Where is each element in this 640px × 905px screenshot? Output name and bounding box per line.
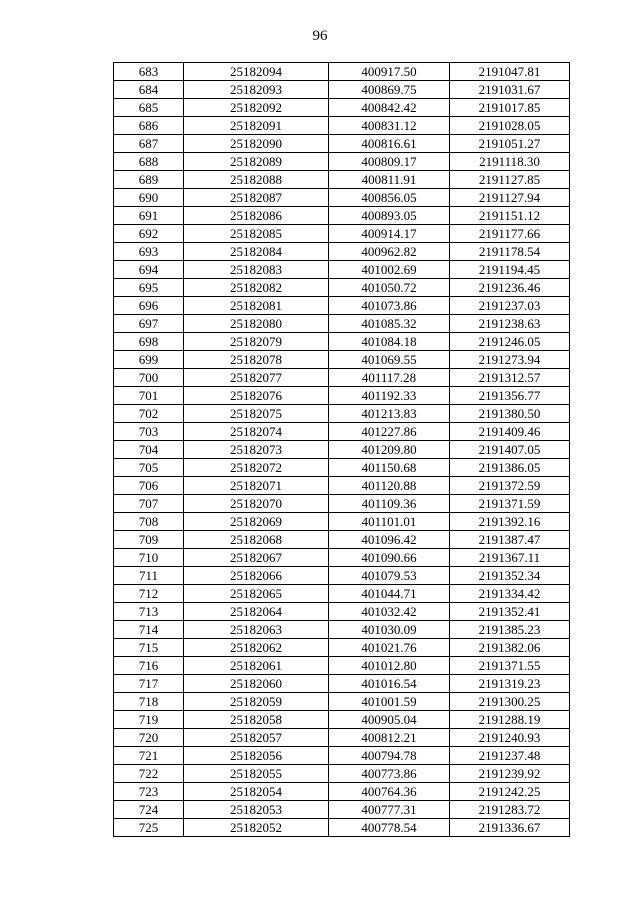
point-id-cell: 25182058 — [184, 711, 329, 729]
row-index-cell: 694 — [114, 261, 184, 279]
row-index-cell: 686 — [114, 117, 184, 135]
point-id-cell: 25182059 — [184, 693, 329, 711]
row-index-cell: 695 — [114, 279, 184, 297]
y-coordinate-cell: 2191031.67 — [450, 81, 570, 99]
row-index-cell: 684 — [114, 81, 184, 99]
point-id-cell: 25182054 — [184, 783, 329, 801]
x-coordinate-cell: 401084.18 — [329, 333, 450, 351]
row-index-cell: 718 — [114, 693, 184, 711]
point-id-cell: 25182067 — [184, 549, 329, 567]
x-coordinate-cell: 401227.86 — [329, 423, 450, 441]
point-id-cell: 25182093 — [184, 81, 329, 99]
table-row — [114, 765, 570, 783]
row-index-cell: 687 — [114, 135, 184, 153]
x-coordinate-cell: 401016.54 — [329, 675, 450, 693]
x-coordinate-cell: 400773.86 — [329, 765, 450, 783]
x-coordinate-cell: 400794.78 — [329, 747, 450, 765]
point-id-cell: 25182087 — [184, 189, 329, 207]
x-coordinate-cell: 401117.28 — [329, 369, 450, 387]
table-row — [114, 315, 570, 333]
table-row — [114, 63, 570, 81]
point-id-cell: 25182080 — [184, 315, 329, 333]
x-coordinate-cell: 401002.69 — [329, 261, 450, 279]
point-id-cell: 25182053 — [184, 801, 329, 819]
point-id-cell: 25182086 — [184, 207, 329, 225]
row-index-cell: 703 — [114, 423, 184, 441]
x-coordinate-cell: 401021.76 — [329, 639, 450, 657]
table-row — [114, 801, 570, 819]
y-coordinate-cell: 2191127.85 — [450, 171, 570, 189]
table-row — [114, 261, 570, 279]
y-coordinate-cell: 2191352.34 — [450, 567, 570, 585]
point-id-cell: 25182062 — [184, 639, 329, 657]
x-coordinate-cell: 401069.55 — [329, 351, 450, 369]
y-coordinate-cell: 2191336.67 — [450, 819, 570, 837]
y-coordinate-cell: 2191334.42 — [450, 585, 570, 603]
x-coordinate-cell: 400905.04 — [329, 711, 450, 729]
x-coordinate-cell: 401090.66 — [329, 549, 450, 567]
x-coordinate-cell: 401030.09 — [329, 621, 450, 639]
y-coordinate-cell: 2191028.05 — [450, 117, 570, 135]
table-row — [114, 135, 570, 153]
y-coordinate-cell: 2191237.48 — [450, 747, 570, 765]
point-id-cell: 25182072 — [184, 459, 329, 477]
table-row — [114, 225, 570, 243]
x-coordinate-cell: 400869.75 — [329, 81, 450, 99]
y-coordinate-cell: 2191194.45 — [450, 261, 570, 279]
x-coordinate-cell: 401001.59 — [329, 693, 450, 711]
row-index-cell: 689 — [114, 171, 184, 189]
x-coordinate-cell: 400811.91 — [329, 171, 450, 189]
y-coordinate-cell: 2191283.72 — [450, 801, 570, 819]
row-index-cell: 691 — [114, 207, 184, 225]
x-coordinate-cell: 401150.68 — [329, 459, 450, 477]
point-id-cell: 25182069 — [184, 513, 329, 531]
point-id-cell: 25182056 — [184, 747, 329, 765]
table-row — [114, 603, 570, 621]
table-row — [114, 657, 570, 675]
point-id-cell: 25182066 — [184, 567, 329, 585]
table-row — [114, 495, 570, 513]
table-row — [114, 585, 570, 603]
point-id-cell: 25182090 — [184, 135, 329, 153]
x-coordinate-cell: 400842.42 — [329, 99, 450, 117]
point-id-cell: 25182075 — [184, 405, 329, 423]
y-coordinate-cell: 2191392.16 — [450, 513, 570, 531]
table-row — [114, 819, 570, 837]
table-row — [114, 567, 570, 585]
y-coordinate-cell: 2191387.47 — [450, 531, 570, 549]
y-coordinate-cell: 2191240.93 — [450, 729, 570, 747]
row-index-cell: 683 — [114, 63, 184, 81]
row-index-cell: 698 — [114, 333, 184, 351]
table-row — [114, 243, 570, 261]
row-index-cell: 722 — [114, 765, 184, 783]
y-coordinate-cell: 2191273.94 — [450, 351, 570, 369]
table-row — [114, 639, 570, 657]
row-index-cell: 685 — [114, 99, 184, 117]
table-row — [114, 207, 570, 225]
x-coordinate-cell: 400831.12 — [329, 117, 450, 135]
row-index-cell: 701 — [114, 387, 184, 405]
y-coordinate-cell: 2191237.03 — [450, 297, 570, 315]
y-coordinate-cell: 2191372.59 — [450, 477, 570, 495]
point-id-cell: 25182084 — [184, 243, 329, 261]
y-coordinate-cell: 2191300.25 — [450, 693, 570, 711]
x-coordinate-cell: 401120.88 — [329, 477, 450, 495]
point-id-cell: 25182083 — [184, 261, 329, 279]
x-coordinate-cell: 400816.61 — [329, 135, 450, 153]
row-index-cell: 708 — [114, 513, 184, 531]
y-coordinate-cell: 2191051.27 — [450, 135, 570, 153]
table-row — [114, 387, 570, 405]
row-index-cell: 723 — [114, 783, 184, 801]
row-index-cell: 724 — [114, 801, 184, 819]
row-index-cell: 712 — [114, 585, 184, 603]
table-row — [114, 279, 570, 297]
x-coordinate-cell: 400777.31 — [329, 801, 450, 819]
point-id-cell: 25182065 — [184, 585, 329, 603]
x-coordinate-cell: 400856.05 — [329, 189, 450, 207]
row-index-cell: 720 — [114, 729, 184, 747]
y-coordinate-cell: 2191385.23 — [450, 621, 570, 639]
row-index-cell: 719 — [114, 711, 184, 729]
point-id-cell: 25182060 — [184, 675, 329, 693]
table-row — [114, 675, 570, 693]
x-coordinate-cell: 401079.53 — [329, 567, 450, 585]
x-coordinate-cell: 400764.36 — [329, 783, 450, 801]
y-coordinate-cell: 2191047.81 — [450, 63, 570, 81]
table-row — [114, 81, 570, 99]
y-coordinate-cell: 2191352.41 — [450, 603, 570, 621]
x-coordinate-cell: 400962.82 — [329, 243, 450, 261]
row-index-cell: 700 — [114, 369, 184, 387]
x-coordinate-cell: 401012.80 — [329, 657, 450, 675]
table-row — [114, 405, 570, 423]
table-row — [114, 459, 570, 477]
table-row — [114, 729, 570, 747]
table-row — [114, 153, 570, 171]
y-coordinate-cell: 2191151.12 — [450, 207, 570, 225]
x-coordinate-cell: 401109.36 — [329, 495, 450, 513]
x-coordinate-cell: 401096.42 — [329, 531, 450, 549]
point-id-cell: 25182078 — [184, 351, 329, 369]
x-coordinate-cell: 400778.54 — [329, 819, 450, 837]
row-index-cell: 705 — [114, 459, 184, 477]
x-coordinate-cell: 401085.32 — [329, 315, 450, 333]
coordinates-table-body — [114, 63, 570, 837]
table-row — [114, 747, 570, 765]
y-coordinate-cell: 2191407.05 — [450, 441, 570, 459]
y-coordinate-cell: 2191239.92 — [450, 765, 570, 783]
row-index-cell: 707 — [114, 495, 184, 513]
row-index-cell: 704 — [114, 441, 184, 459]
table-row — [114, 99, 570, 117]
row-index-cell: 716 — [114, 657, 184, 675]
x-coordinate-cell: 401073.86 — [329, 297, 450, 315]
point-id-cell: 25182052 — [184, 819, 329, 837]
point-id-cell: 25182088 — [184, 171, 329, 189]
row-index-cell: 710 — [114, 549, 184, 567]
row-index-cell: 697 — [114, 315, 184, 333]
y-coordinate-cell: 2191236.46 — [450, 279, 570, 297]
y-coordinate-cell: 2191017.85 — [450, 99, 570, 117]
table-row — [114, 189, 570, 207]
table-row — [114, 423, 570, 441]
x-coordinate-cell: 401032.42 — [329, 603, 450, 621]
y-coordinate-cell: 2191382.06 — [450, 639, 570, 657]
y-coordinate-cell: 2191356.77 — [450, 387, 570, 405]
point-id-cell: 25182055 — [184, 765, 329, 783]
row-index-cell: 715 — [114, 639, 184, 657]
row-index-cell: 699 — [114, 351, 184, 369]
y-coordinate-cell: 2191178.54 — [450, 243, 570, 261]
table-row — [114, 171, 570, 189]
y-coordinate-cell: 2191380.50 — [450, 405, 570, 423]
y-coordinate-cell: 2191367.11 — [450, 549, 570, 567]
x-coordinate-cell: 400914.17 — [329, 225, 450, 243]
row-index-cell: 709 — [114, 531, 184, 549]
row-index-cell: 713 — [114, 603, 184, 621]
x-coordinate-cell: 401101.01 — [329, 513, 450, 531]
y-coordinate-cell: 2191409.46 — [450, 423, 570, 441]
table-row — [114, 531, 570, 549]
row-index-cell: 721 — [114, 747, 184, 765]
point-id-cell: 25182063 — [184, 621, 329, 639]
table-row — [114, 351, 570, 369]
point-id-cell: 25182064 — [184, 603, 329, 621]
point-id-cell: 25182068 — [184, 531, 329, 549]
table-row — [114, 693, 570, 711]
row-index-cell: 706 — [114, 477, 184, 495]
table-row — [114, 477, 570, 495]
y-coordinate-cell: 2191238.63 — [450, 315, 570, 333]
y-coordinate-cell: 2191177.66 — [450, 225, 570, 243]
x-coordinate-cell: 401213.83 — [329, 405, 450, 423]
page-number: 96 — [312, 28, 328, 44]
y-coordinate-cell: 2191371.55 — [450, 657, 570, 675]
point-id-cell: 25182089 — [184, 153, 329, 171]
x-coordinate-cell: 401209.80 — [329, 441, 450, 459]
point-id-cell: 25182085 — [184, 225, 329, 243]
table-row — [114, 297, 570, 315]
point-id-cell: 25182094 — [184, 63, 329, 81]
x-coordinate-cell: 400809.17 — [329, 153, 450, 171]
table-row — [114, 441, 570, 459]
x-coordinate-cell: 401044.71 — [329, 585, 450, 603]
point-id-cell: 25182091 — [184, 117, 329, 135]
x-coordinate-cell: 400917.50 — [329, 63, 450, 81]
y-coordinate-cell: 2191386.05 — [450, 459, 570, 477]
x-coordinate-cell: 401192.33 — [329, 387, 450, 405]
row-index-cell: 717 — [114, 675, 184, 693]
y-coordinate-cell: 2191371.59 — [450, 495, 570, 513]
point-id-cell: 25182092 — [184, 99, 329, 117]
point-id-cell: 25182073 — [184, 441, 329, 459]
table-row — [114, 369, 570, 387]
x-coordinate-cell: 401050.72 — [329, 279, 450, 297]
table-row — [114, 711, 570, 729]
y-coordinate-cell: 2191242.25 — [450, 783, 570, 801]
row-index-cell: 690 — [114, 189, 184, 207]
row-index-cell: 693 — [114, 243, 184, 261]
row-index-cell: 692 — [114, 225, 184, 243]
row-index-cell: 711 — [114, 567, 184, 585]
row-index-cell: 714 — [114, 621, 184, 639]
point-id-cell: 25182079 — [184, 333, 329, 351]
x-coordinate-cell: 400812.21 — [329, 729, 450, 747]
y-coordinate-cell: 2191246.05 — [450, 333, 570, 351]
row-index-cell: 696 — [114, 297, 184, 315]
table-row — [114, 333, 570, 351]
row-index-cell: 702 — [114, 405, 184, 423]
table-row — [114, 513, 570, 531]
point-id-cell: 25182076 — [184, 387, 329, 405]
y-coordinate-cell: 2191118.30 — [450, 153, 570, 171]
point-id-cell: 25182077 — [184, 369, 329, 387]
y-coordinate-cell: 2191319.23 — [450, 675, 570, 693]
coordinates-table — [113, 62, 570, 837]
x-coordinate-cell: 400893.05 — [329, 207, 450, 225]
table-row — [114, 117, 570, 135]
point-id-cell: 25182081 — [184, 297, 329, 315]
point-id-cell: 25182082 — [184, 279, 329, 297]
y-coordinate-cell: 2191288.19 — [450, 711, 570, 729]
y-coordinate-cell: 2191312.57 — [450, 369, 570, 387]
row-index-cell: 725 — [114, 819, 184, 837]
point-id-cell: 25182061 — [184, 657, 329, 675]
table-row — [114, 621, 570, 639]
point-id-cell: 25182074 — [184, 423, 329, 441]
point-id-cell: 25182057 — [184, 729, 329, 747]
row-index-cell: 688 — [114, 153, 184, 171]
table-row — [114, 783, 570, 801]
table-row — [114, 549, 570, 567]
point-id-cell: 25182071 — [184, 477, 329, 495]
y-coordinate-cell: 2191127.94 — [450, 189, 570, 207]
point-id-cell: 25182070 — [184, 495, 329, 513]
